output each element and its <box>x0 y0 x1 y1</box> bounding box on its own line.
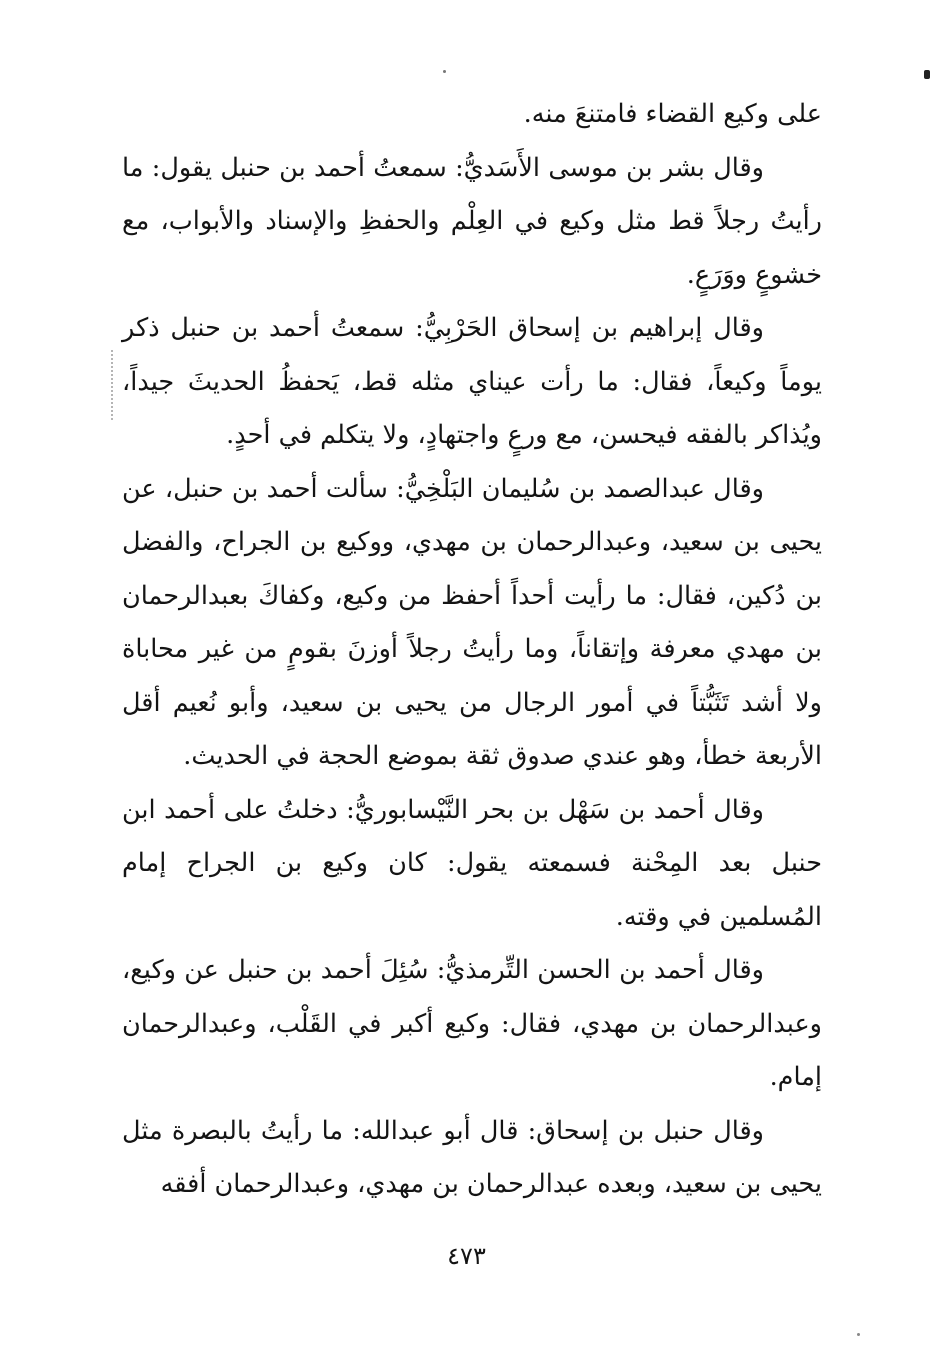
page-body <box>122 88 822 1212</box>
scan-speck <box>857 1333 860 1336</box>
paragraph-1: على وكيع القضاء فامتنعَ منه. <box>523 99 822 129</box>
page-number: ٤٧٣ <box>447 1242 486 1270</box>
paragraph-6: وقال أحمد بن الحسن التِّرمذيُّ: سُئِلَ أحمد بن حنبل عن وكيع، وعبدالرحمان بن مهدي، فقال: وكيع أكبر في القَلْب، وعبدالرحمان إمام. <box>122 955 822 1092</box>
paragraph-2: وقال بشر بن موسى الأَسَديُّ: سمعتُ أحمد بن حنبل يقول: ما رأيتُ رجلاً قط مثل وكيع في العِلْم والحفظِ والإسناد والأبواب، مع خشوعٍ ووَرَعٍ. <box>122 152 822 290</box>
paragraph-7: وقال حنبل بن إسحاق: قال أبو عبدالله: ما رأيتُ بالبصرة مثل يحيى بن سعيد، وبعده عبدالرحمان بن مهدي، وعبدالرحمان أفقه <box>122 1115 822 1199</box>
paragraph-5: وقال أحمد بن سَهْل بن بحر النَّيْسابوريُّ: دخلتُ على أحمد ابن حنبل بعد المِحْنة فسمعته يقول: كان وكيع بن الجراح إمام المُسلمين في وقته. <box>122 794 822 932</box>
paragraph-4: وقال عبدالصمد بن سُليمان البَلْخِيُّ: سألت أحمد بن حنبل، عن يحيى بن سعيد، وعبدالرحمان بن مهدي، ووكيع بن الجراح، والفضل بن دُكين، فقال: ما رأيت أحداً أحفظ من وكيع، وكفاكَ بعبدالرحمان بن مهدي معرفة وإتقاناً، وما رأيتُ رجلاً أوزنَ بقومٍ من غير محاباة ولا أشد تَثَبُّتاً في أمور الرجال من يحيى بن سعيد، وأبو نُعيم أقل الأربعة خطأ، وهو عندي صدوق ثقة بموضع الحجة في الحديث. <box>122 473 822 771</box>
margin-dots <box>111 350 115 420</box>
paragraph-3: وقال إبراهيم بن إسحاق الحَرْبِيُّ: سمعتُ أحمد بن حنبل ذكر يوماً وكيعاً، فقال: ما رأت عيناي مثله قط، يَحفظُ الحديثَ جيداً، ويُذاكر بالفقه فيحسن، مع ورعٍ واجتهادٍ، ولا يتكلم في أحدٍ. <box>122 313 822 450</box>
scan-speck <box>443 70 446 73</box>
scan-speck <box>924 70 930 79</box>
